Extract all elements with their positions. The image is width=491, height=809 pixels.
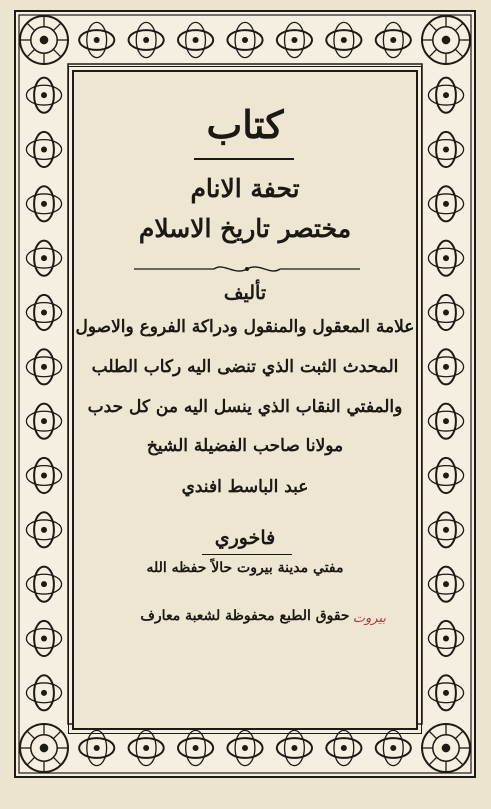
author-heading: تأليف: [223, 282, 267, 304]
title-line-2: مختصر تاريخ الاسلام: [138, 214, 352, 243]
author-name: عبد الباسط افندي: [181, 477, 309, 497]
author-line: مولانا صاحب الفضيلة الشيخ: [146, 436, 344, 456]
divider-ornament: [134, 262, 360, 276]
author-title: مفتي مدينة بيروت حالاً حفظه الله: [146, 560, 344, 576]
title-underline: [194, 158, 294, 160]
author-surname: فاخوري: [214, 527, 276, 549]
author-line: المحدث الثبت الذي تنضى اليه ركاب الطلب: [91, 357, 399, 377]
author-line: والمفتي النقاب الذي ينسل اليه من كل حدب: [87, 397, 403, 417]
title-panel: [72, 70, 418, 730]
book-word: كتاب: [206, 102, 284, 147]
surname-underline: [202, 554, 292, 555]
author-line: علامة المعقول والمنقول ودراكة الفروع والاصول: [75, 317, 415, 337]
title-line-1: تحفة الانام: [190, 174, 300, 203]
rights-notice: حقوق الطبع محفوظة لشعبة معارف: [140, 608, 350, 624]
red-stamp: بيروت: [352, 611, 386, 626]
